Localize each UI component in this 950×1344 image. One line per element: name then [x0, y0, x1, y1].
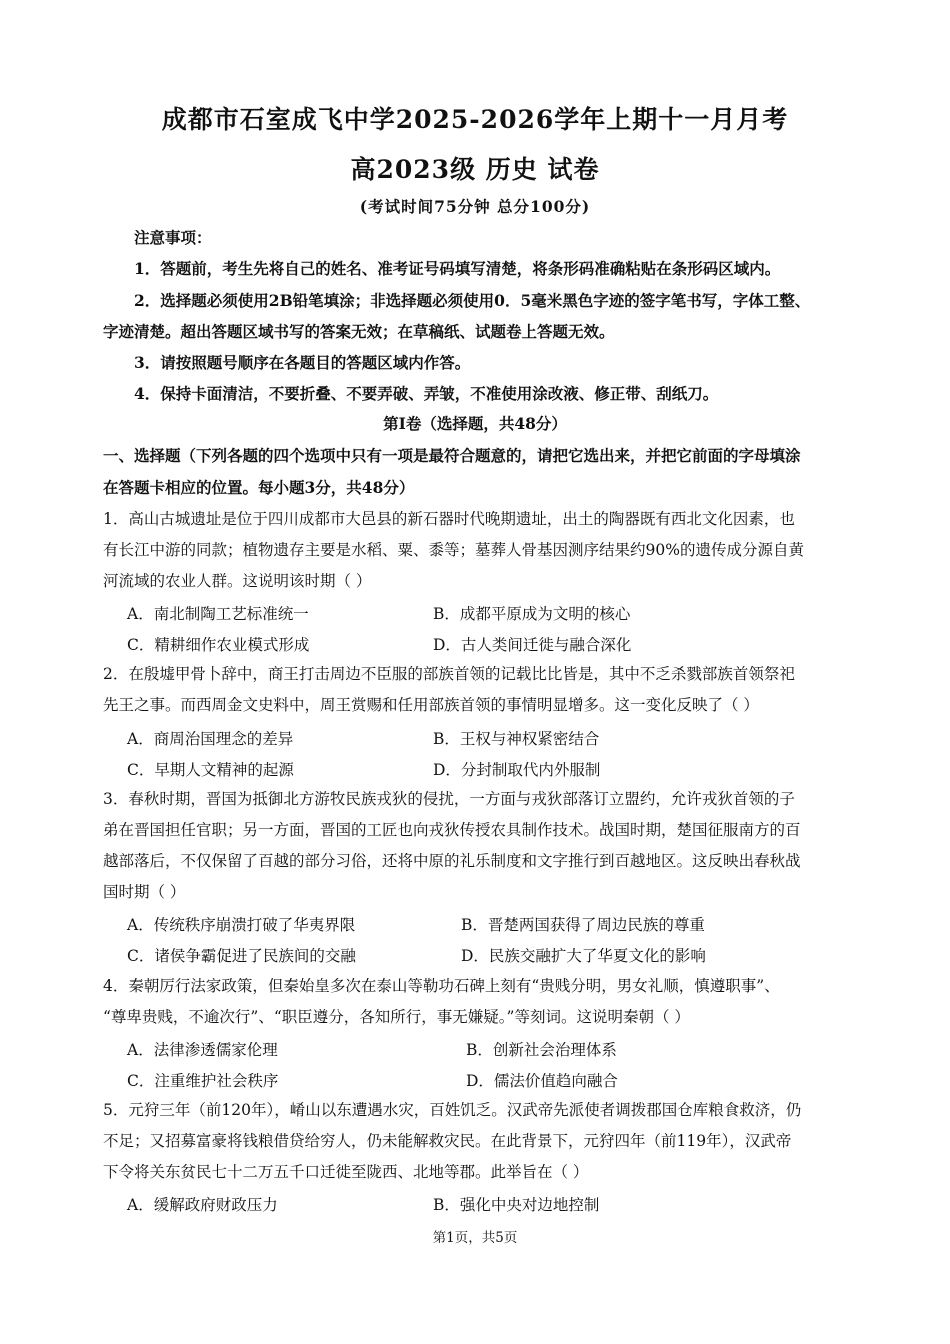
question-3-option-b: B．晋楚两国获得了周边民族的尊重 [461, 916, 705, 934]
section-instruction: 在答题卡相应的位置。每小题3分，共48分） [103, 478, 415, 497]
question-5-line: 下令将关东贫民七十二万五千口迁徙至陇西、北地等郡。此举旨在（ ） [103, 1163, 589, 1181]
question-3-option-c: C．诸侯争霸促进了民族间的交融 [127, 947, 356, 965]
question-2-line: 2．在殷墟甲骨卜辞中，商王打击周边不臣服的部族首领的记载比比皆是，其中不乏杀戮部族首领祭祀 [103, 665, 795, 683]
question-2-option-c: C．早期人文精神的起源 [127, 761, 294, 779]
question-1-line: 1．高山古城遗址是位于四川成都市大邑县的新石器时代晚期遗址，出土的陶器既有西北文化因素，也 [103, 510, 795, 528]
question-1-line: 河流域的农业人群。这说明该时期（ ） [103, 572, 372, 590]
question-4-option-b: B．创新社会治理体系 [466, 1041, 617, 1059]
question-1-option-c: C．精耕细作农业模式形成 [127, 636, 310, 654]
question-1-line: 有长江中游的同款；植物遗存主要是水稻、粟、黍等；墓葬人骨基因测序结果约90%的遗传成分源自黄 [103, 541, 804, 559]
question-4-option-d: D．儒法价值趋向融合 [466, 1072, 618, 1090]
question-2-option-d: D．分封制取代内外服制 [433, 761, 601, 779]
question-3-option-d: D．民族交融扩大了华夏文化的影响 [461, 947, 706, 965]
question-3-line: 越部落后，不仅保留了百越的部分习俗，还将中原的礼乐制度和文字推行到百越地区。这反映出春秋战 [103, 852, 801, 870]
exam-info: (考试时间75分钟 总分100分) [359, 197, 591, 216]
question-4-option-c: C．注重维护社会秩序 [127, 1072, 279, 1090]
exam-title: 成都市石室成飞中学2025-2026学年上期十一月月考 [161, 105, 789, 134]
section-instruction: 一、选择题（下列各题的四个选项中只有一项是最符合题意的，请把它选出来，并把它前面的字母填涂 [103, 446, 801, 465]
question-5-line: 不足；又招募富豪将钱粮借贷给穷人，仍未能解救灾民。在此背景下，元狩四年（前119年），汉武帝 [103, 1132, 792, 1150]
page-footer: 第1页，共5页 [432, 1230, 518, 1246]
question-2-option-a: A．商周治国理念的差异 [127, 730, 294, 748]
question-4-line: 4．秦朝厉行法家政策，但秦始皇多次在泰山等勒功石碑上刻有“贵贱分明，男女礼顺，慎遵职事”、 [103, 977, 780, 995]
section-title: 第Ⅰ卷（选择题，共48分） [383, 414, 567, 433]
question-5-option-a: A．缓解政府财政压力 [127, 1196, 278, 1214]
question-2-line: 先王之事。而西周金文史料中，周王赏赐和任用部族首领的事情明显增多。这一变化反映了（ ） [103, 696, 759, 714]
question-1-option-a: A．南北制陶工艺标准统一 [127, 605, 309, 623]
notice-line: 4．保持卡面清洁，不要折叠、不要弄破、弄皱，不准使用涂改液、修正带、刮纸刀。 [134, 384, 719, 403]
question-3-option-a: A．传统秩序崩溃打破了华夷界限 [127, 916, 356, 934]
notice-heading: 注意事项： [134, 228, 212, 247]
question-3-line: 弟在晋国担任官职；另一方面，晋国的工匠也向戎狄传授农具制作技术。战国时期，楚国征服南方的百 [103, 821, 801, 839]
notice-line: 2．选择题必须使用2B铅笔填涂；非选择题必须使用0．5毫米黑色字迹的签字笔书写，字体工整、 [134, 291, 811, 310]
question-1-option-d: D．古人类间迁徙与融合深化 [433, 636, 632, 654]
exam-subtitle: 高2023级 历史 试卷 [350, 155, 600, 184]
question-2-option-b: B．王权与神权紧密结合 [433, 730, 600, 748]
question-4-option-a: A．法律渗透儒家伦理 [127, 1041, 278, 1059]
question-3-line: 国时期（ ） [103, 883, 186, 901]
question-3-line: 3．春秋时期，晋国为抵御北方游牧民族戎狄的侵扰，一方面与戎狄部落订立盟约，允许戎狄首领的子 [103, 790, 795, 808]
question-5-line: 5．元狩三年（前120年），崤山以东遭遇水灾，百姓饥乏。汉武帝先派使者调拨郡国仓库粮食救济，仍 [103, 1101, 802, 1119]
notice-line: 3．请按照题号顺序在各题目的答题区域内作答。 [134, 353, 471, 372]
question-5-option-b: B．强化中央对边地控制 [433, 1196, 600, 1214]
question-4-line: “尊卑贵贱，不逾次行”、“职臣遵分，各知所行，事无嫌疑。”等刻词。这说明秦朝（ ） [103, 1008, 690, 1026]
notice-line: 字迹清楚。超出答题区域书写的答案无效；在草稿纸、试题卷上答题无效。 [103, 322, 615, 341]
question-1-option-b: B．成都平原成为文明的核心 [433, 605, 631, 623]
notice-line: 1．答题前，考生先将自己的姓名、准考证号码填写清楚，将条形码准确粘贴在条形码区域内。 [134, 259, 781, 278]
